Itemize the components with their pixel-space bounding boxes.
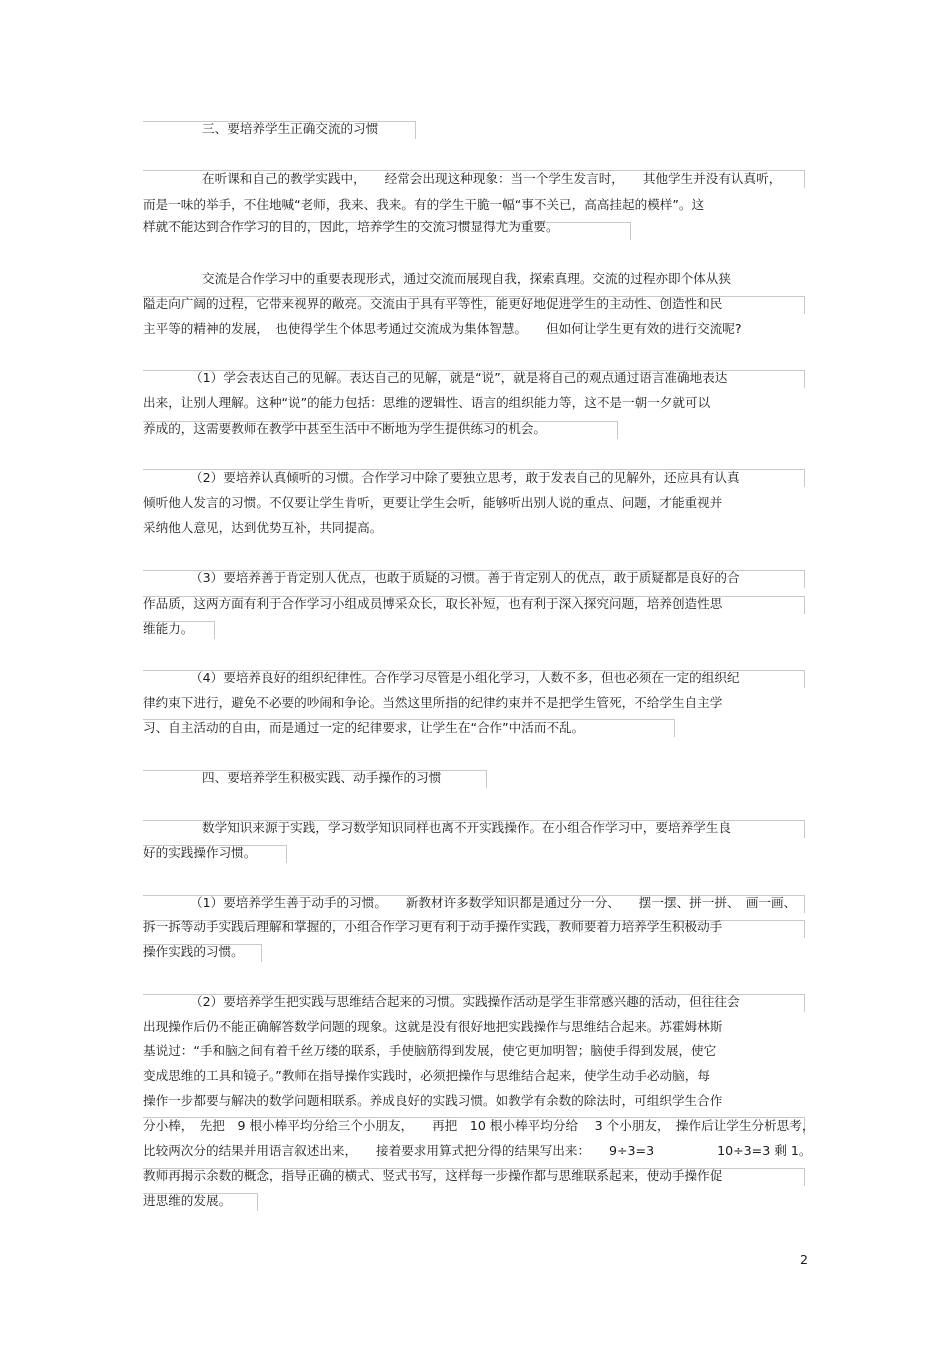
- paragraph-line: 拆一拆等动手实践后理解和掌握的，小组合作学习更有利于动手操作实践，教师要着力培养学生积极动手: [143, 919, 723, 934]
- paragraph-line: 作品质，这两方面有利于合作学习小组成员博采众长，取长补短，也有利于深入探究问题，培养创造性思: [143, 596, 723, 611]
- paragraph-line: 分小棒， 先把 9 根小棒平均分给三个小朋友， 再把 10 根小棒平均分给 3 个小朋友， 操作后让学生分析思考，: [143, 1118, 815, 1133]
- paragraph-line: 维能力。: [143, 621, 194, 636]
- paragraph-line: 在听课和自己的教学实践中， 经常会出现这种现象：当一个学生发言时， 其他学生并没有认真听，: [202, 171, 782, 186]
- paragraph-line: 隘走向广阔的过程，它带来视界的敞亮。交流由于具有平等性，能更好地促进学生的主动性、创造性和民: [143, 296, 723, 311]
- section-heading: 三、要培养学生正确交流的习惯: [202, 121, 379, 136]
- paragraph-line: 律约束下进行，避免不必要的吵闹和争论。当然这里所指的纪律约束并不是把学生管死，不给学生自主学: [143, 695, 723, 710]
- paragraph-line: 比较两次分的结果并用语言叙述出来， 接着要求用算式把分得的结果写出来： 9÷3=3 10÷3=3 剩 1。: [143, 1143, 812, 1158]
- paragraph-line: 习、自主活动的自由，而是通过一定的纪律要求，让学生在“合作”中活而不乱。: [143, 720, 585, 735]
- paragraph-line: 主平等的精神的发展， 也使得学生个体思考通过交流成为集体智慧。 但如何让学生更有效的进行交流呢?: [143, 321, 742, 336]
- paragraph-line: 操作一步都要与解决的数学问题相联系。养成良好的实践习惯。如教学有余数的除法时，可组织学生合作: [143, 1093, 723, 1108]
- paragraph-line: 倾听他人发言的习惯。不仅要让学生肯听，更要让学生会听，能够听出别人说的重点、问题，才能重视并: [143, 495, 723, 510]
- paragraph-line: （2）要培养学生把实践与思维结合起来的习惯。实践操作活动是学生非常感兴趣的活动，但往往会: [190, 994, 740, 1009]
- page-number: 2: [800, 1252, 809, 1267]
- paragraph-line: （4）要培养良好的组织纪律性。合作学习尽管是小组化学习，人数不多，但也必须在一定的组织纪: [190, 670, 740, 685]
- paragraph-line: 样就不能达到合作学习的目的，因此，培养学生的交流习惯显得尤为重要。: [143, 219, 559, 234]
- paragraph-line: （1）学会表达自己的见解。表达自己的见解，就是“说”，就是将自己的观点通过语言准确地表达: [190, 370, 728, 385]
- paragraph-line: 基说过：“手和脑之间有着千丝万缕的联系，手使脑筋得到发展，使它更加明智；脑使手得到发展，使它: [143, 1043, 717, 1058]
- paragraph-line: 教师再揭示余数的概念，指导正确的横式、竖式书写，这样每一步操作都与思维联系起来，使动手操作促: [143, 1168, 723, 1183]
- paragraph-line: 数学知识来源于实践，学习数学知识同样也离不开实践操作。在小组合作学习中，要培养学生良: [202, 820, 731, 835]
- paragraph-line: 变成思维的工具和镜子。”教师在指导操作实践时，必须把操作与思维结合起来，使学生动手必动脑，每: [143, 1068, 710, 1083]
- paragraph-line: （3）要培养善于肯定别人优点，也敢于质疑的习惯。善于肯定别人的优点，敢于质疑都是良好的合: [190, 570, 740, 585]
- paragraph-line: 进思维的发展。: [143, 1193, 232, 1208]
- paragraph-line: 而是一味的举手，不住地喊“老师，我来、我来。有的学生干脆一幅“事不关已，高高挂起的模样”。这: [143, 197, 705, 212]
- paragraph-line: 操作实践的习惯。: [143, 944, 244, 959]
- paragraph-line: 好的实践操作习惯。: [143, 845, 257, 860]
- paragraph-line: 出来，让别人理解。这种“说”的能力包括：思维的逻辑性、语言的组织能力等，这不是一朝一夕就可以: [143, 395, 711, 410]
- paragraph-line: 交流是合作学习中的重要表现形式，通过交流而展现自我，探索真理。交流的过程亦即个体从狭: [202, 271, 731, 286]
- paragraph-line: （1）要培养学生善于动手的习惯。 新教材许多数学知识都是通过分一分、 摆一摆、拼一拼、 画一画、: [190, 895, 797, 910]
- paragraph-line: 养成的，这需要教师在教学中甚至生活中不断地为学生提供练习的机会。: [143, 421, 546, 436]
- paragraph-line: 出现操作后仍不能正确解答数学问题的现象。这就是没有很好地把实践操作与思维结合起来。苏霍姆林斯: [143, 1019, 723, 1034]
- paragraph-line: 采纳他人意见，达到优势互补，共同提高。: [143, 520, 383, 535]
- paragraph-line: （2）要培养认真倾听的习惯。合作学习中除了要独立思考，敢于发表自己的见解外，还应具有认真: [190, 470, 740, 485]
- section-heading: 四、要培养学生积极实践、动手操作的习惯: [202, 770, 442, 785]
